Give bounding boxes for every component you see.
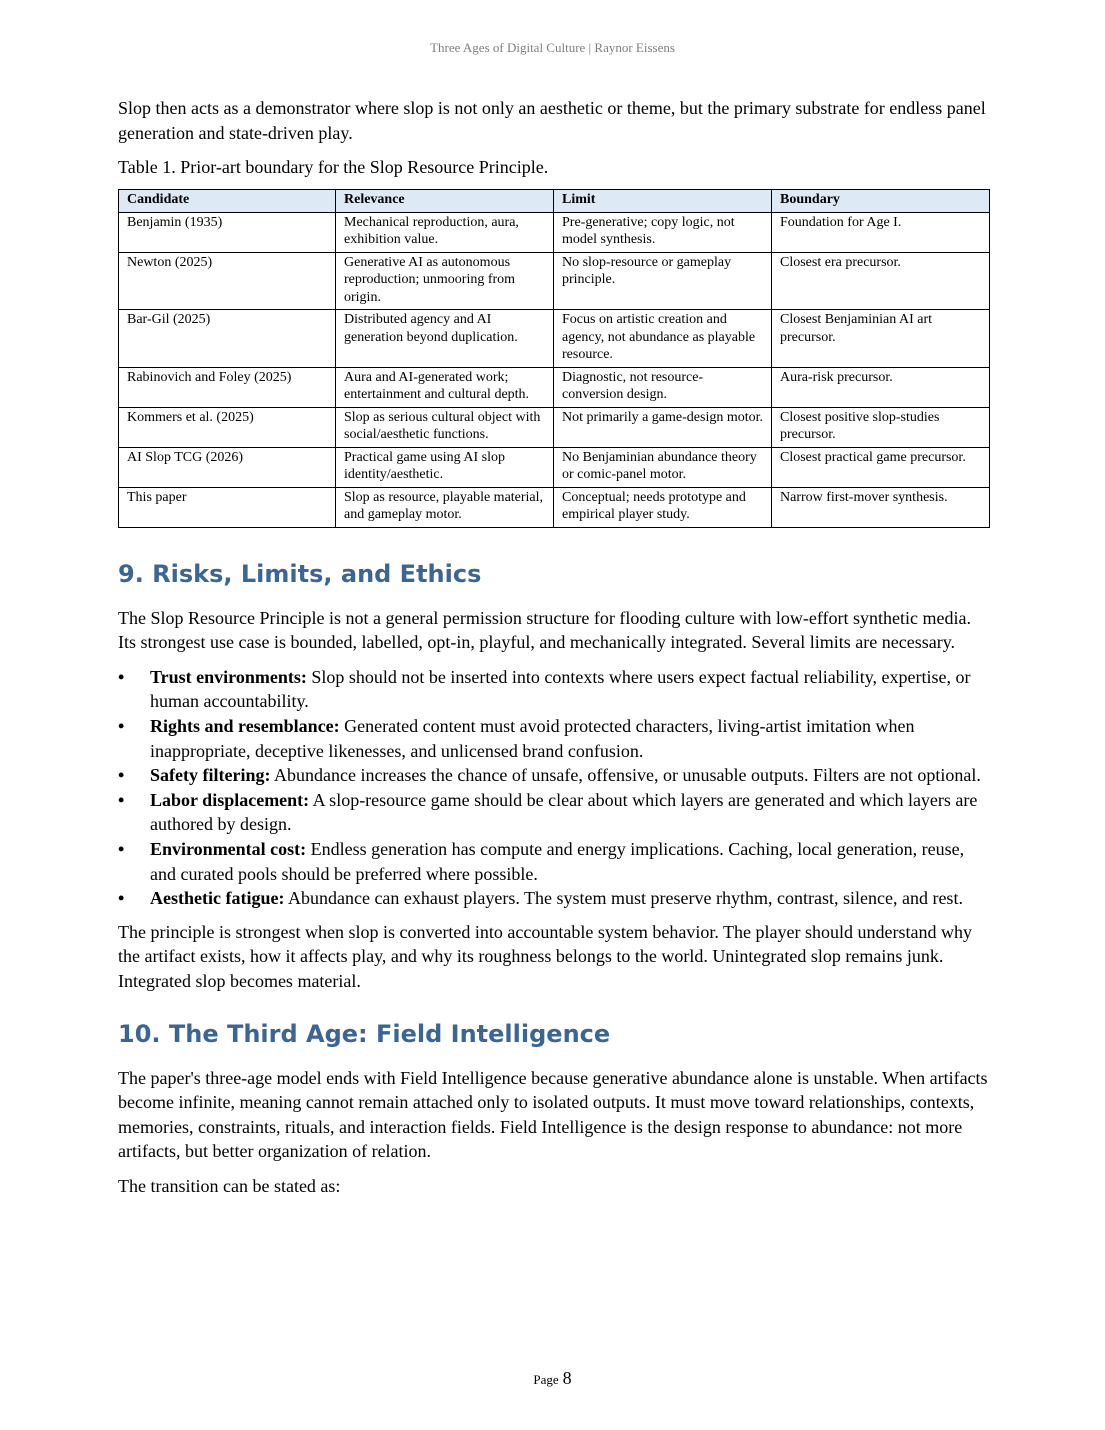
table-cell: Bar-Gil (2025) — [119, 310, 336, 368]
column-header: Limit — [554, 190, 772, 213]
list-item — [118, 886, 988, 911]
table-row — [119, 212, 990, 252]
transition-line: The transition can be stated as: — [118, 1175, 341, 1196]
bullet-term: Safety filtering: — [150, 765, 271, 786]
table-cell: Mechanical reproduction, aura, exhibition value. — [336, 212, 554, 252]
section-9-heading: 9. Risks, Limits, and Ethics — [118, 559, 482, 588]
list-item — [118, 837, 988, 886]
table-cell: Distributed agency and AI generation beyond duplication. — [336, 310, 554, 368]
table-cell: Slop as resource, playable material, and gameplay motor. — [336, 487, 554, 527]
table-cell: Conceptual; needs prototype and empirical player study. — [554, 487, 772, 527]
section-10-paragraph: The paper's three-age model ends with Field Intelligence because generative abundance alone is unstable. When artifacts become infinite, meaning cannot remain attached only to isolated outputs. It must move toward relationships, contexts, memories, constraints, rituals, and interaction fields. Field Intelligence is the design response to abundance: not more artifacts, but better organization of relation. — [118, 1067, 988, 1162]
table-cell: Generative AI as autonomous reproduction; unmooring from origin. — [336, 252, 554, 310]
prior-art-table — [118, 189, 990, 528]
column-header: Candidate — [119, 190, 336, 213]
bullet-icon: • — [118, 839, 125, 860]
limits-list — [118, 665, 988, 911]
table-caption: Table 1. Prior-art boundary for the Slop Resource Principle. — [118, 157, 549, 178]
bullet-term: Labor displacement: — [150, 789, 310, 810]
list-item — [118, 788, 988, 837]
bullet-icon: • — [118, 888, 125, 909]
column-header: Boundary — [772, 190, 990, 213]
bullet-text: Abundance can exhaust players. The system must preserve rhythm, contrast, silence, and rest. — [284, 888, 963, 909]
list-item — [118, 665, 988, 714]
table-cell: No slop-resource or gameplay principle. — [554, 252, 772, 310]
list-item — [118, 714, 988, 763]
table-cell: Practical game using AI slop identity/aesthetic. — [336, 447, 554, 487]
intro-paragraph: Slop then acts as a demonstrator where slop is not only an aesthetic or theme, but the primary substrate for endless panel generation and state-driven play. — [118, 98, 986, 143]
table-cell: Closest practical game precursor. — [772, 447, 990, 487]
table-cell: Rabinovich and Foley (2025) — [119, 367, 336, 407]
table-cell: Kommers et al. (2025) — [119, 407, 336, 447]
table-cell: Foundation for Age I. — [772, 212, 990, 252]
running-header: Three Ages of Digital Culture | Raynor Eissens — [430, 40, 675, 55]
table-cell: Aura and AI-generated work; entertainment and cultural depth. — [336, 367, 554, 407]
table-row — [119, 447, 990, 487]
table-cell: Slop as serious cultural object with social/aesthetic functions. — [336, 407, 554, 447]
table-cell: This paper — [119, 487, 336, 527]
page-content — [118, 96, 988, 1209]
table-cell: Closest Benjaminian AI art precursor. — [772, 310, 990, 368]
section-9-closing: The principle is strongest when slop is converted into accountable system behavior. The player should understand why the artifact exists, how it affects play, and why its roughness belongs to the world. Unintegrated slop remains junk. Integrated slop becomes material. — [118, 921, 972, 991]
table-cell: AI Slop TCG (2026) — [119, 447, 336, 487]
table-cell: Pre-generative; copy logic, not model synthesis. — [554, 212, 772, 252]
page-number: 8 — [562, 1368, 572, 1388]
table-row — [119, 252, 990, 310]
bullet-icon: • — [118, 666, 125, 687]
table-row — [119, 407, 990, 447]
bullet-text: A slop-resource game should be clear about which layers are generated and which layers are authored by design. — [150, 789, 978, 835]
bullet-icon: • — [118, 716, 125, 737]
section-9-paragraph: The Slop Resource Principle is not a general permission structure for flooding culture with low-effort synthetic media. Its strongest use case is bounded, labelled, opt-in, playful, and mechanically integrated. Several limits are necessary. — [118, 607, 971, 653]
table-cell: Closest positive slop-studies precursor. — [772, 407, 990, 447]
table-cell: Focus on artistic creation and agency, not abundance as playable resource. — [554, 310, 772, 368]
table-cell: Closest era precursor. — [772, 252, 990, 310]
table-row — [119, 487, 990, 527]
table-cell: Narrow first-mover synthesis. — [772, 487, 990, 527]
column-header: Relevance — [336, 190, 554, 213]
bullet-term: Trust environments: — [150, 666, 307, 687]
table-cell: Newton (2025) — [119, 252, 336, 310]
table-row — [119, 310, 990, 368]
bullet-term: Environmental cost: — [150, 839, 307, 860]
bullet-term: Aesthetic fatigue: — [150, 888, 285, 909]
bullet-text: Abundance increases the chance of unsafe, offensive, or unusable outputs. Filters are not optional. — [270, 765, 981, 786]
table-cell: Aura-risk precursor. — [772, 367, 990, 407]
bullet-text: Slop should not be inserted into contexts where users expect factual reliability, expertise, or human accountability. — [150, 666, 971, 712]
section-10-heading: 10. The Third Age: Field Intelligence — [118, 1019, 611, 1048]
list-item — [118, 763, 988, 788]
table-cell: Not primarily a game-design motor. — [554, 407, 772, 447]
page-footer — [0, 1368, 1105, 1389]
table-cell: Diagnostic, not resource-conversion design. — [554, 367, 772, 407]
bullet-term: Rights and resemblance: — [150, 716, 340, 737]
table-cell: Benjamin (1935) — [119, 212, 336, 252]
table-row — [119, 367, 990, 407]
page-label: Page — [533, 1372, 559, 1387]
table-header-row — [119, 190, 990, 213]
bullet-icon: • — [118, 765, 125, 786]
table-cell: No Benjaminian abundance theory or comic-panel motor. — [554, 447, 772, 487]
bullet-text: Endless generation has compute and energy implications. Caching, local generation, reuse, and curated pools should be preferred where possible. — [150, 839, 965, 884]
bullet-text: Generated content must avoid protected characters, living-artist imitation when inappropriate, deceptive likenesses, and unlicensed brand confusion. — [150, 716, 915, 761]
bullet-icon: • — [118, 789, 125, 810]
